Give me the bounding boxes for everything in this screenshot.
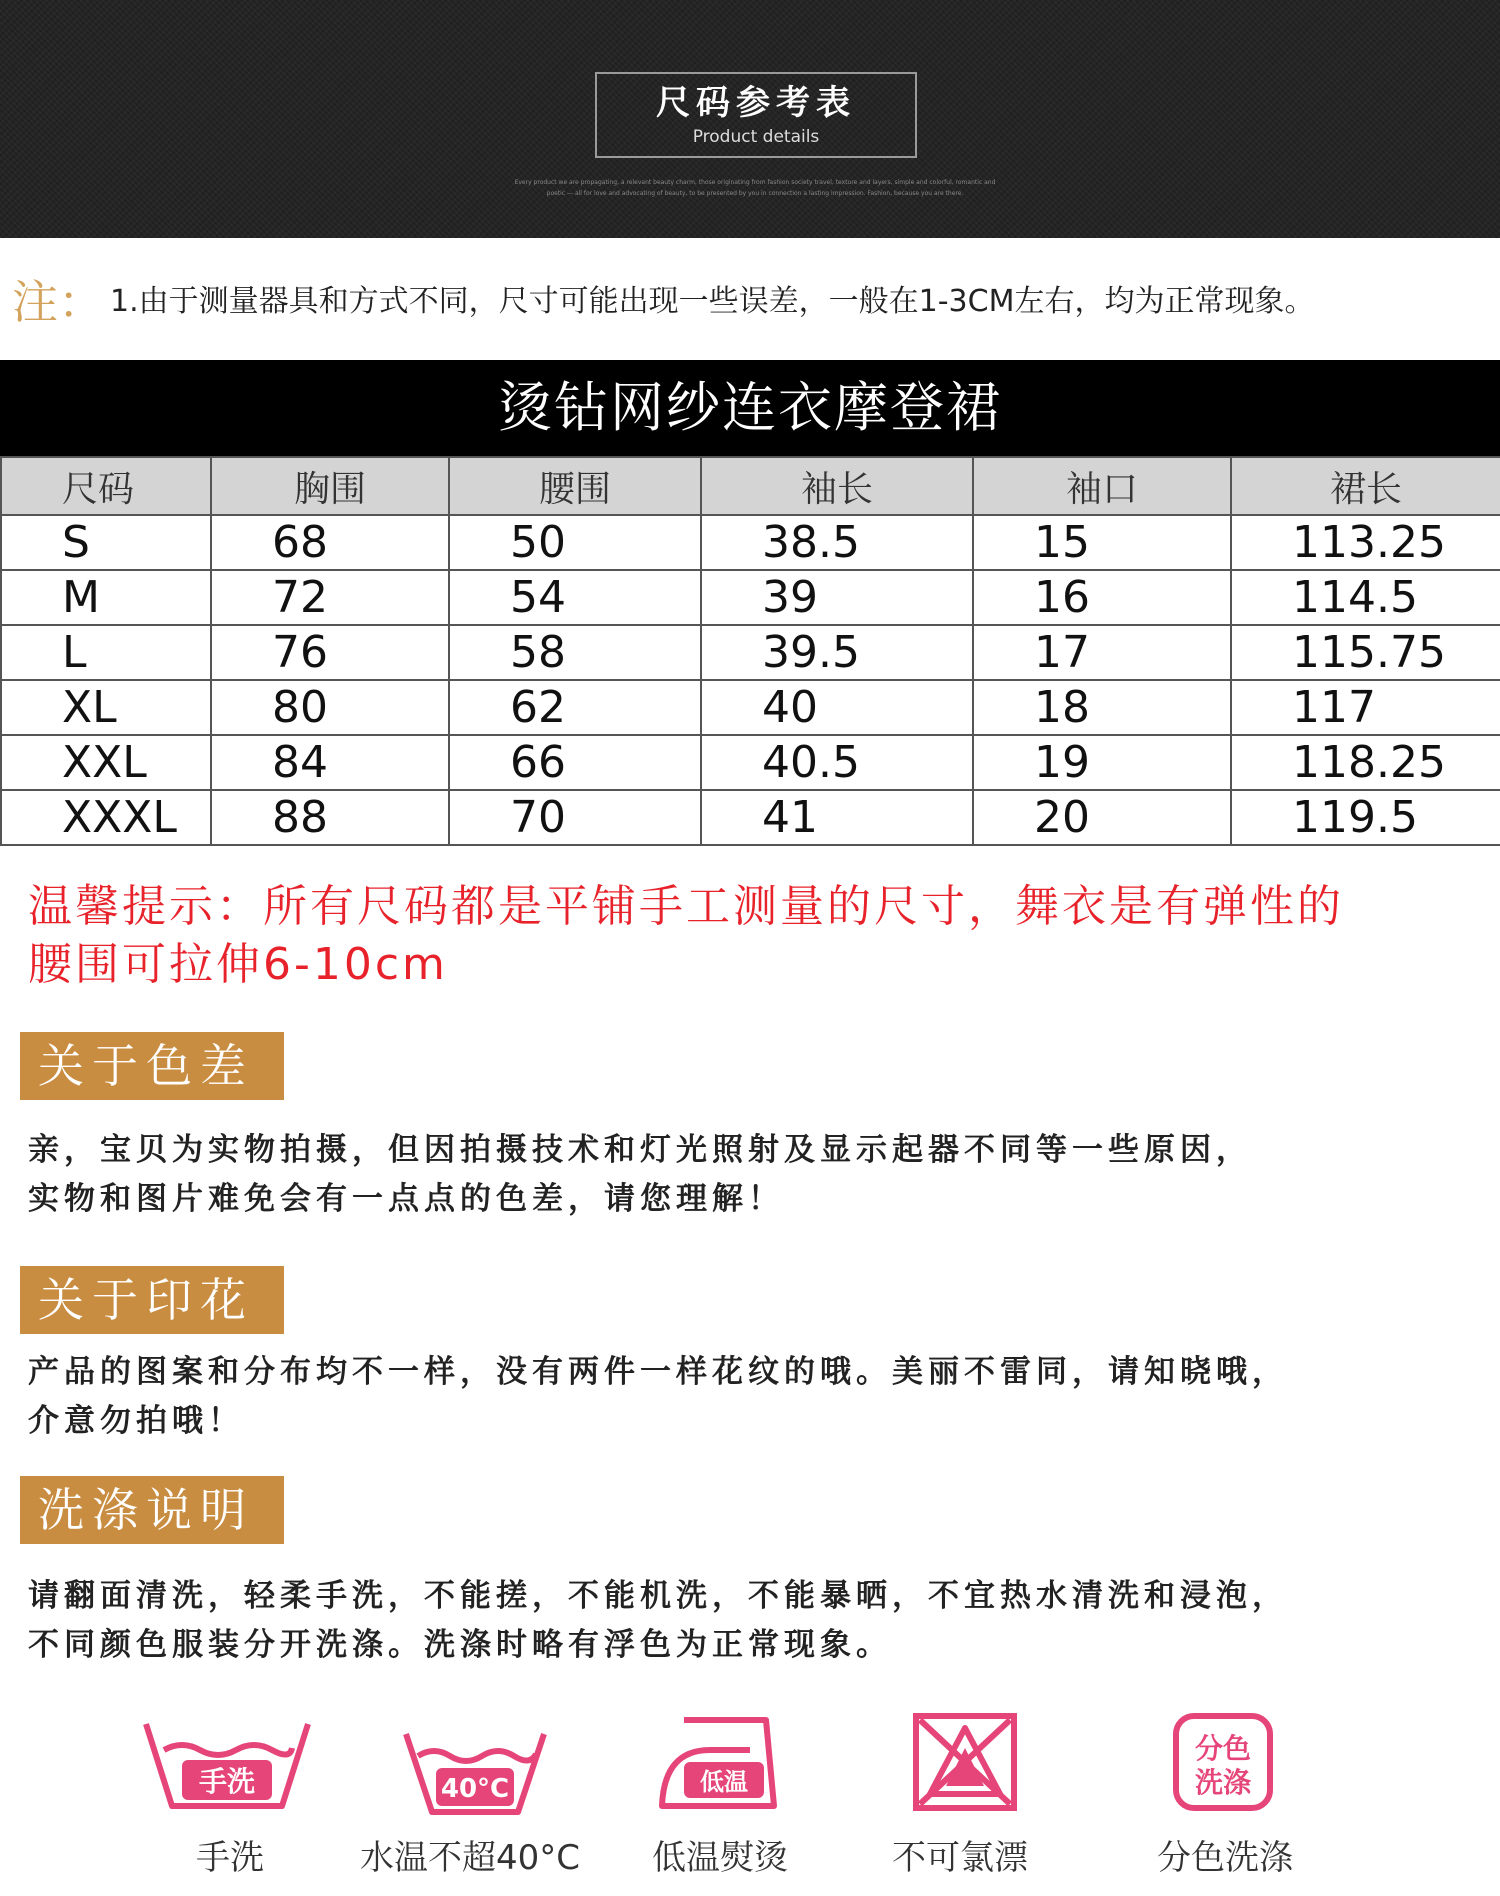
note-label: 注： xyxy=(12,275,104,329)
cell-cuff: 20 xyxy=(973,790,1231,845)
cell-length: 115.75 xyxy=(1231,625,1500,680)
section-heading-washing: 洗涤说明 xyxy=(20,1476,284,1544)
section-body-color-difference xyxy=(28,1126,1478,1224)
cell-length: 118.25 xyxy=(1231,735,1500,790)
hand-wash-icon xyxy=(142,1710,312,1814)
header-banner xyxy=(0,0,1500,238)
care-label-wash-separately: 分色洗涤 xyxy=(1157,1838,1293,1878)
cell-waist: 62 xyxy=(449,680,701,735)
cell-sleeve: 40.5 xyxy=(701,735,973,790)
section-line: 亲，宝贝为实物拍摄，但因拍摄技术和灯光照射及显示起器不同等一些原因， xyxy=(28,1132,1252,1168)
cell-chest: 88 xyxy=(211,790,449,845)
section-heading-color-difference: 关于色差 xyxy=(20,1032,284,1100)
cell-size: XL xyxy=(1,680,211,735)
wash-separately-badge-line-1: 分色 xyxy=(1194,1732,1252,1765)
cell-cuff: 18 xyxy=(973,680,1231,735)
cell-cuff: 19 xyxy=(973,735,1231,790)
header-chest: 胸围 xyxy=(211,457,449,515)
measurement-note xyxy=(12,272,1492,332)
note-text: 1.由于测量器具和方式不同，尺寸可能出现一些误差，一般在1-3CM左右，均为正常现象。 xyxy=(110,284,1315,319)
cell-sleeve: 41 xyxy=(701,790,973,845)
low-temp-badge: 低温 xyxy=(700,1768,748,1796)
section-line: 介意勿拍哦！ xyxy=(28,1403,244,1439)
sizing-tip-line-2: 腰围可拉伸6-10cm xyxy=(28,939,448,990)
section-line: 请翻面清洗，轻柔手洗，不能搓，不能机洗，不能暴晒，不宜热水清洗和浸泡， xyxy=(28,1578,1288,1614)
wash-separately-icon xyxy=(1168,1710,1278,1814)
cell-length: 119.5 xyxy=(1231,790,1500,845)
cell-cuff: 16 xyxy=(973,570,1231,625)
cell-chest: 84 xyxy=(211,735,449,790)
banner-title: 尺码参考表 xyxy=(656,83,856,123)
cell-waist: 66 xyxy=(449,735,701,790)
hand-wash-badge: 手洗 xyxy=(198,1765,256,1798)
banner-fine-print-1: Every product we are propagating, a relevant beauty charm, those originating from fashion society travel, texture and layers, simple and colorful, romantic and xyxy=(514,179,996,186)
cell-waist: 50 xyxy=(449,515,701,570)
water-temp-badge: 40°C xyxy=(440,1774,510,1804)
table-row xyxy=(1,625,1500,680)
sizing-tip-line-1: 温馨提示：所有尺码都是平铺手工测量的尺寸，舞衣是有弹性的 xyxy=(28,881,1344,932)
cell-sleeve: 40 xyxy=(701,680,973,735)
cell-cuff: 15 xyxy=(973,515,1231,570)
water-temp-40-icon xyxy=(400,1710,550,1820)
wash-separately-badge-line-2: 洗涤 xyxy=(1194,1766,1252,1799)
header-size: 尺码 xyxy=(1,457,211,515)
header-cuff: 袖口 xyxy=(973,457,1231,515)
table-row xyxy=(1,790,1500,845)
cell-waist: 58 xyxy=(449,625,701,680)
care-label-low-temp-iron: 低温熨烫 xyxy=(652,1838,788,1878)
size-table-title: 烫钻网纱连衣摩登裙 xyxy=(0,360,1500,456)
cell-chest: 80 xyxy=(211,680,449,735)
sizing-tip xyxy=(28,878,1478,994)
header-dress-length: 裙长 xyxy=(1231,457,1500,515)
size-table xyxy=(0,456,1500,846)
cell-length: 114.5 xyxy=(1231,570,1500,625)
header-waist: 腰围 xyxy=(449,457,701,515)
banner-subtitle: Product details xyxy=(692,127,820,147)
section-line: 产品的图案和分布均不一样，没有两件一样花纹的哦。美丽不雷同，请知晓哦， xyxy=(28,1354,1288,1390)
cell-waist: 54 xyxy=(449,570,701,625)
cell-length: 113.25 xyxy=(1231,515,1500,570)
cell-sleeve: 39.5 xyxy=(701,625,973,680)
banner-title-box xyxy=(595,72,917,158)
care-label-no-bleach: 不可氯漂 xyxy=(892,1838,1028,1878)
cell-cuff: 17 xyxy=(973,625,1231,680)
low-temp-iron-icon xyxy=(654,1710,784,1814)
header-sleeve-length: 袖长 xyxy=(701,457,973,515)
banner-fine-print-2: poetic — all for love and advocating of beauty, to be presented by you in connection a lasting impression. Fashion, because you are there. xyxy=(546,190,964,197)
care-label-water-temp: 水温不超40°C xyxy=(359,1838,580,1878)
cell-sleeve: 39 xyxy=(701,570,973,625)
section-body-print xyxy=(28,1348,1478,1446)
cell-size: XXXL xyxy=(1,790,211,845)
table-row xyxy=(1,570,1500,625)
cell-chest: 76 xyxy=(211,625,449,680)
cell-size: XXL xyxy=(1,735,211,790)
section-line: 不同颜色服装分开洗涤。洗涤时略有浮色为正常现象。 xyxy=(28,1627,892,1663)
cell-sleeve: 38.5 xyxy=(701,515,973,570)
no-bleach-icon xyxy=(910,1710,1020,1814)
table-row xyxy=(1,515,1500,570)
cell-chest: 68 xyxy=(211,515,449,570)
section-line: 实物和图片难免会有一点点的色差，请您理解！ xyxy=(28,1181,784,1217)
cell-chest: 72 xyxy=(211,570,449,625)
table-row xyxy=(1,735,1500,790)
cell-size: S xyxy=(1,515,211,570)
care-label-hand-wash: 手洗 xyxy=(196,1838,264,1878)
cell-size: M xyxy=(1,570,211,625)
cell-size: L xyxy=(1,625,211,680)
table-row xyxy=(1,680,1500,735)
cell-waist: 70 xyxy=(449,790,701,845)
section-body-washing xyxy=(28,1572,1478,1670)
section-heading-print: 关于印花 xyxy=(20,1266,284,1334)
size-table-header-row xyxy=(1,457,1500,515)
cell-length: 117 xyxy=(1231,680,1500,735)
